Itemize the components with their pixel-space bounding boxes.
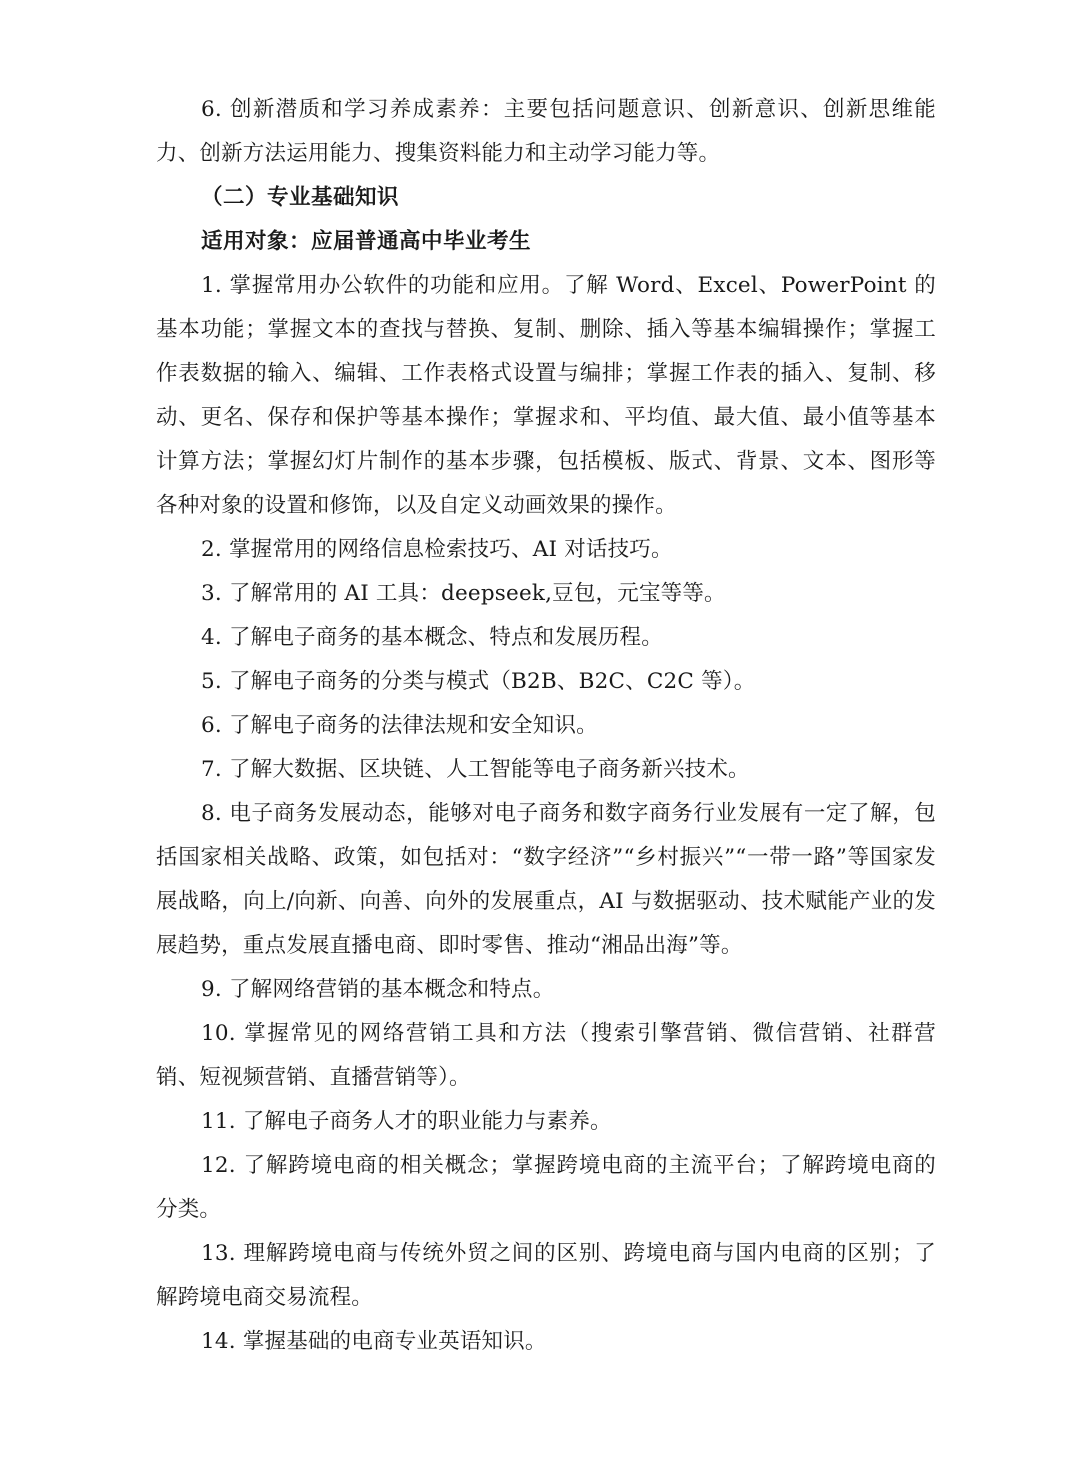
list-item-4: 4. 了解电子商务的基本概念、特点和发展历程。 [201,625,663,650]
list-item-2: 2. 掌握常用的网络信息检索技巧、AI 对话技巧。 [201,537,673,562]
intro-item-6: 6. 创新潜质和学习养成素养：主要包括问题意识、创新意识、创新思维能力、创新方法运用能力、搜集资料能力和主动学习能力等。 [156,97,936,166]
list-item-13: 13. 理解跨境电商与传统外贸之间的区别、跨境电商与国内电商的区别；了解跨境电商交易流程。 [156,1241,936,1310]
list-item-11: 11. 了解电子商务人才的职业能力与素养。 [201,1109,612,1134]
list-item-9: 9. 了解网络营销的基本概念和特点。 [201,977,555,1002]
list-item-3: 3. 了解常用的 AI 工具：deepseek,豆包，元宝等等。 [201,581,726,606]
applicable-target: 适用对象：应届普通高中毕业考生 [201,229,532,254]
list-item-8: 8. 电子商务发展动态，能够对电子商务和数字商务行业发展有一定了解，包括国家相关战略、政策，如包括对：“数字经济”“乡村振兴”“一带一路”等国家发展战略，向上/向新、向善、向外的发展重点，AI 与数据驱动、技术赋能产业的发展趋势，重点发展直播电商、即时零售、推动“湘品出海”等。 [156,801,936,958]
list-item-10: 10. 掌握常见的网络营销工具和方法（搜索引擎营销、微信营销、社群营销、短视频营销、直播营销等）。 [156,1021,936,1090]
section-heading: （二）专业基础知识 [201,185,400,210]
document-page [156,88,936,1364]
list-item-1: 1. 掌握常用办公软件的功能和应用。了解 Word、Excel、PowerPoint 的基本功能；掌握文本的查找与替换、复制、删除、插入等基本编辑操作；掌握工作表数据的输入、编辑、工作表格式设置与编排；掌握工作表的插入、复制、移动、更名、保存和保护等基本操作；掌握求和、平均值、最大值、最小值等基本计算方法；掌握幻灯片制作的基本步骤，包括模板、版式、背景、文本、图形等各种对象的设置和修饰，以及自定义动画效果的操作。 [156,273,936,518]
list-item-7: 7. 了解大数据、区块链、人工智能等电子商务新兴技术。 [201,757,750,782]
list-item-14: 14. 掌握基础的电商专业英语知识。 [201,1329,547,1354]
list-item-5: 5. 了解电子商务的分类与模式（B2B、B2C、C2C 等）。 [201,669,756,694]
list-item-6: 6. 了解电子商务的法律法规和安全知识。 [201,713,598,738]
list-item-12: 12. 了解跨境电商的相关概念；掌握跨境电商的主流平台；了解跨境电商的分类。 [156,1153,936,1222]
